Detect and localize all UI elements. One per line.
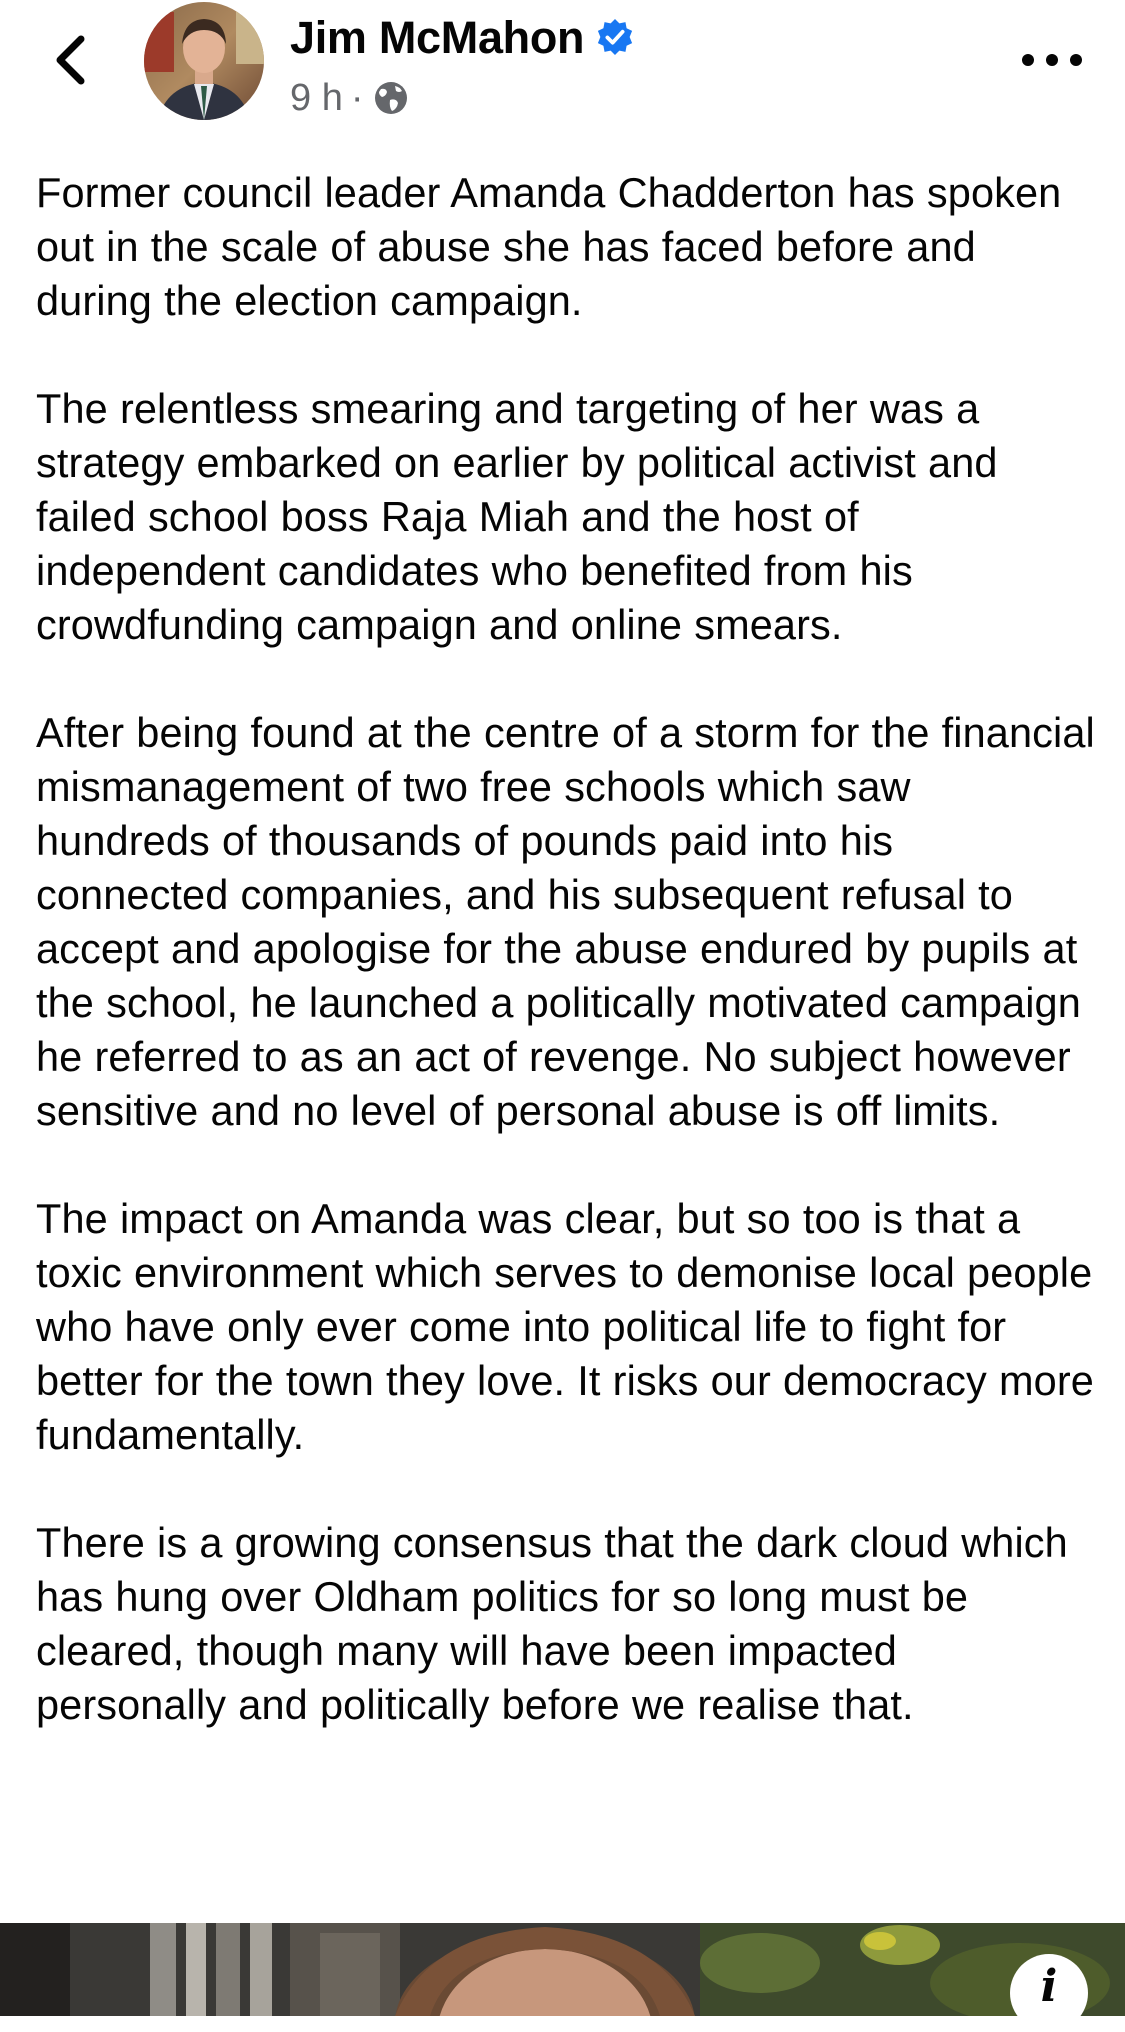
post-paragraph: The relentless smearing and targeting of her was a strategy embarked on earlier by political activist and failed school boss Raja Miah and the host of independent candidates who benefited from his crowdfunding campaign and online smears. bbox=[36, 385, 998, 648]
more-horizontal-icon bbox=[1022, 54, 1034, 66]
post-text bbox=[36, 166, 1096, 1732]
meta-separator: · bbox=[350, 76, 364, 119]
post-meta bbox=[290, 76, 409, 120]
post-paragraph: Former council leader Amanda Chadderton has spoken out in the scale of abuse she has faced before and during the election campaign. bbox=[36, 169, 1062, 324]
author-name[interactable]: Jim McMahon bbox=[290, 12, 585, 63]
post-paragraph: The impact on Amanda was clear, but so too is that a toxic environment which serves to demonise local people who have only ever come into political life to fight for better for the town they love. It risks our democracy more fundamentally. bbox=[36, 1195, 1094, 1458]
post-timestamp[interactable]: 9 h bbox=[290, 76, 343, 119]
globe-icon[interactable] bbox=[373, 80, 409, 116]
info-button[interactable] bbox=[1010, 1954, 1088, 2032]
post-photo[interactable] bbox=[0, 1923, 1125, 2016]
more-options-button[interactable] bbox=[1022, 42, 1082, 78]
chevron-left-icon bbox=[53, 34, 87, 86]
post-paragraph: There is a growing consensus that the dark cloud which has hung over Oldham politics for so long must be cleared, though many will have been impacted personally and politically before we realise that. bbox=[36, 1519, 1068, 1728]
info-icon: i bbox=[1040, 1961, 1058, 2012]
author-avatar[interactable] bbox=[144, 2, 264, 120]
verified-badge-icon bbox=[596, 18, 634, 56]
post-header bbox=[0, 0, 1125, 140]
post-paragraph: After being found at the centre of a storm for the financial mismanagement of two free schools which saw hundreds of thousands of pounds paid into his connected companies, and his subsequent refusal to accept and apologise for the abuse endured by pupils at the school, he launched a politically motivated campaign he referred to as an act of revenge. No subject however sensitive and no level of personal abuse is off limits. bbox=[36, 709, 1095, 1134]
back-button[interactable] bbox=[40, 28, 100, 92]
